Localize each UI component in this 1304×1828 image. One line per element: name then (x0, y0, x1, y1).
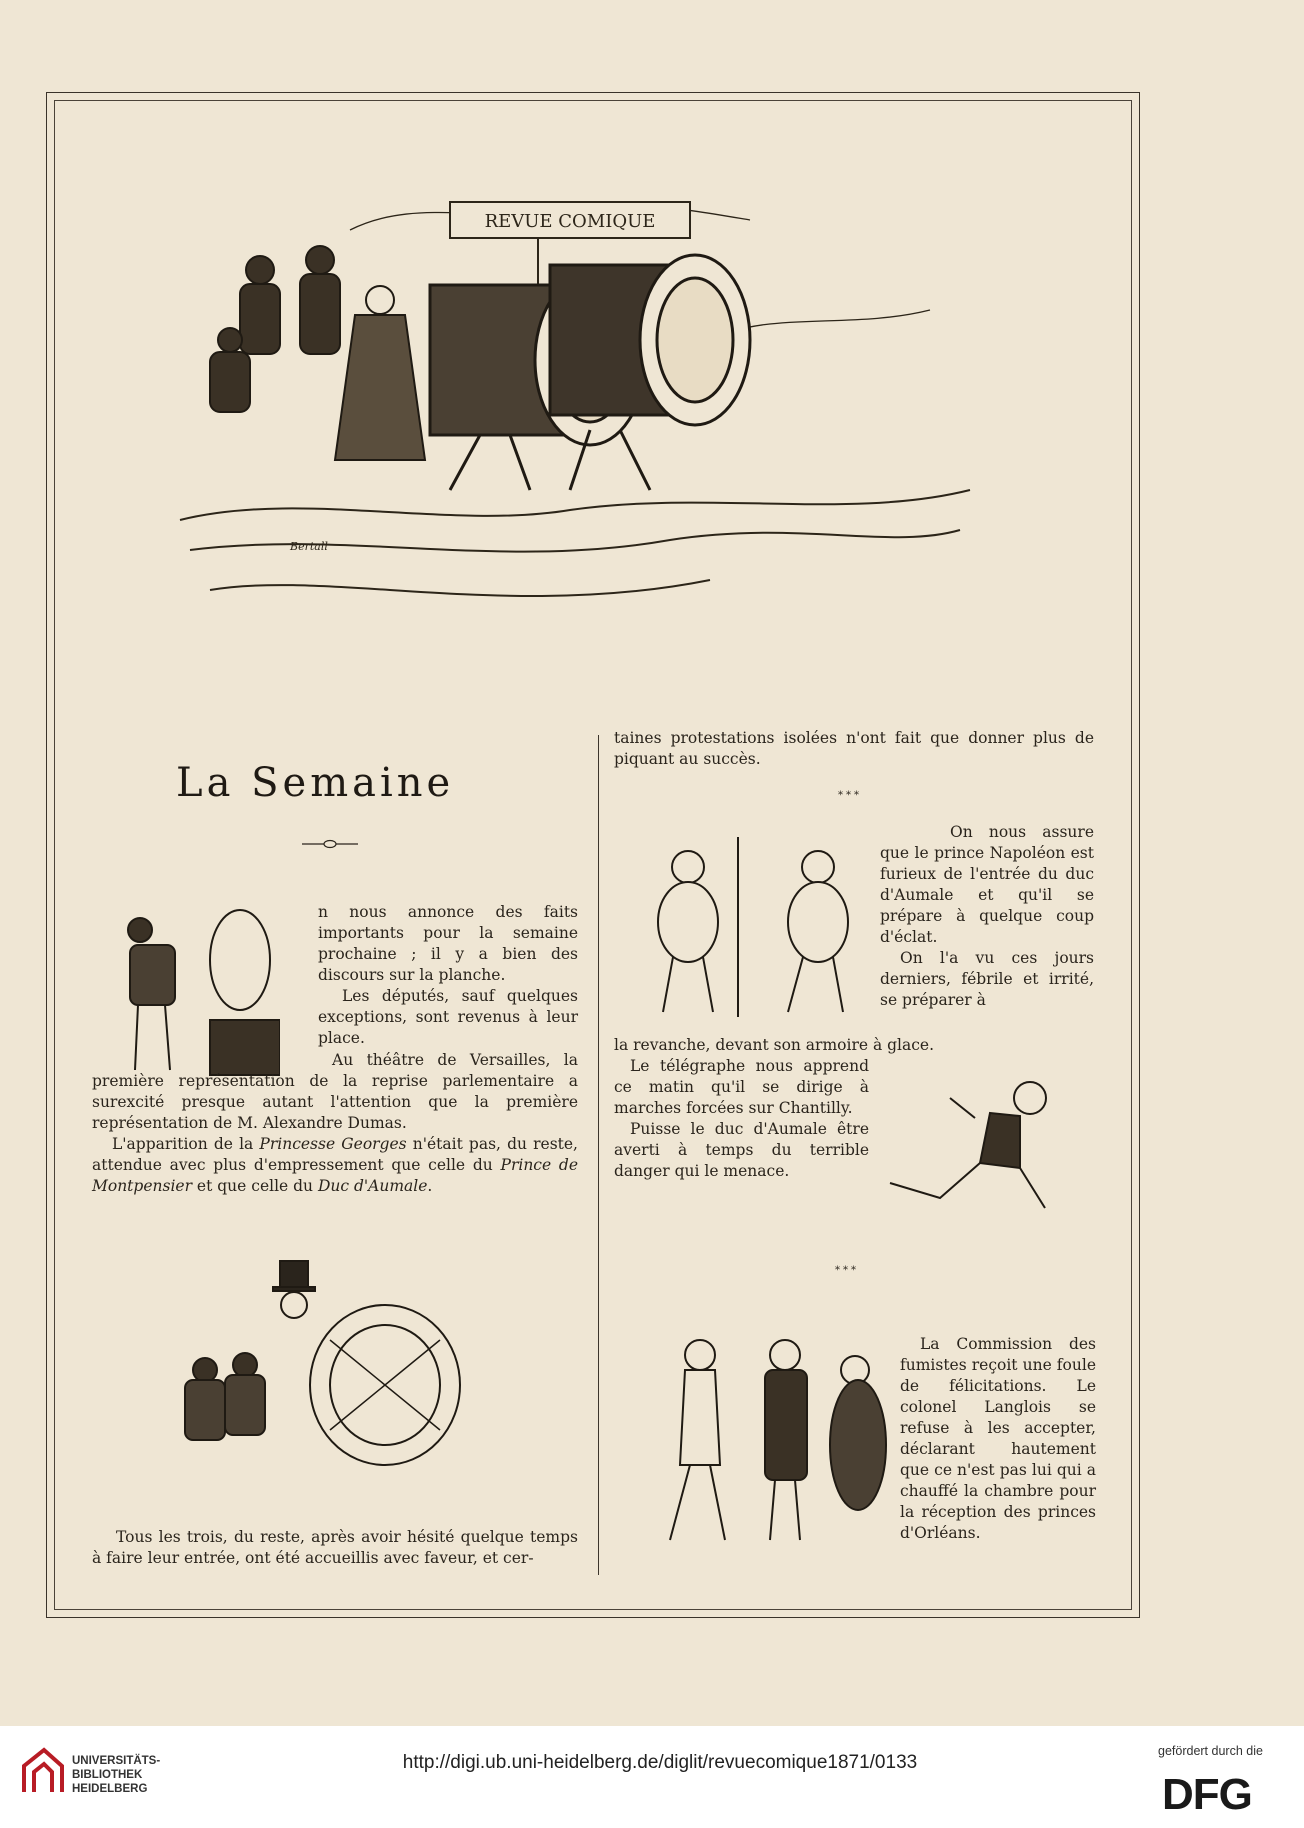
col2-telegraph-block (614, 1056, 869, 1182)
fumistes-cartoon (630, 1325, 895, 1550)
page-url-link[interactable]: http://digi.ub.uni-heidelberg.de/diglit/revuecomique1871/0133 (402, 1752, 918, 1773)
title-princesse-georges: Princesse Georges (259, 1135, 407, 1153)
col2-p2: On nous assure que le prince Napoléon est furieux de l'entrée du duc d'Aumale et qu'il se prépare à quelque coup d'éclat. (880, 823, 1094, 946)
header-illustration (150, 190, 990, 650)
col2-p5: Puisse le duc d'Aumale être averti à temps du terrible danger qui le menace. (614, 1120, 869, 1180)
university-logo-icon (20, 1746, 66, 1798)
col1-intro (318, 902, 578, 1049)
library-name: UNIVERSITÄTS-BIBLIOTHEK HEIDELBERG (72, 1755, 161, 1795)
dfg-logo: DFG (1162, 1770, 1252, 1819)
funding-caption: gefördert durch die (1158, 1744, 1263, 1758)
col1-closing (92, 1527, 578, 1569)
title-prince-montpensier: Prince de Montpensier (92, 1156, 579, 1195)
col2-p3a: On l'a vu ces jours derniers, fébrile et irrité, se préparer à (880, 949, 1094, 1009)
title-duc-aumale: Duc d'Aumale (317, 1177, 428, 1195)
col2-p1: taines protestations isolées n'ont fait que donner plus de piquant au succès. (614, 729, 1094, 768)
col1-p2: Les députés, sauf quelques exceptions, sont revenus à leur place. (318, 987, 578, 1047)
col2-p3b: la revanche, devant son armoire à glace. (614, 1036, 935, 1054)
col2-revanche (614, 1035, 1094, 1056)
banner-text: REVUE COMIQUE (484, 211, 656, 232)
mirror-cartoon (628, 832, 878, 1022)
col1-p3-block (92, 1050, 578, 1197)
section-stars-2: *** (835, 1265, 859, 1276)
col1-p4 (92, 1134, 578, 1197)
col1-p4-a: L'apparition de la (112, 1135, 260, 1153)
giant-binoculars (430, 255, 750, 490)
col2-fumistes-block (900, 1334, 1096, 1544)
col1-p3: Au théâtre de Versailles, la première représentation de la reprise parlementaire a surexcité presque autant l'attention que la première représentation de M. Alexandre Dumas. (92, 1051, 578, 1132)
col1-p4-b: n'était pas, du reste, attendue avec plus d'empressement que celle du (92, 1135, 578, 1174)
col1-p1: n nous annonce des faits importants pour la semaine prochaine ; il y a bien des discours sur la planche. (318, 903, 578, 984)
big-drum-cartoon (165, 1255, 505, 1495)
col2-prince-block (880, 822, 1094, 1011)
column-divider (598, 735, 599, 1575)
section-heading: La Semaine (176, 760, 455, 806)
heading-ornament (300, 838, 360, 850)
running-man-cartoon (880, 1068, 1065, 1228)
col2-p4: Le télégraphe nous apprend ce matin qu'il se dirige à marches forcées sur Chantilly. (614, 1057, 869, 1117)
col2-p6: La Commission des fumistes reçoit une foule de félicitations. Le colonel Langlois se refuse à les accepter, déclarant hautement que ce n'est pas lui qui a chauffé la chambre pour la réception des princes d'Orléans. (900, 1335, 1096, 1542)
artist-signature: Bertall (290, 540, 328, 553)
section-stars-1: *** (838, 790, 862, 801)
crowd-figures (210, 246, 425, 460)
col1-p4-d: . (427, 1177, 433, 1195)
col2-opening (614, 728, 1094, 770)
col1-p5: Tous les trois, du reste, après avoir hésité quelque temps à faire leur entrée, ont été accueillis avec faveur, et cer- (92, 1528, 578, 1567)
col1-p4-c: et que celle du (192, 1177, 318, 1195)
